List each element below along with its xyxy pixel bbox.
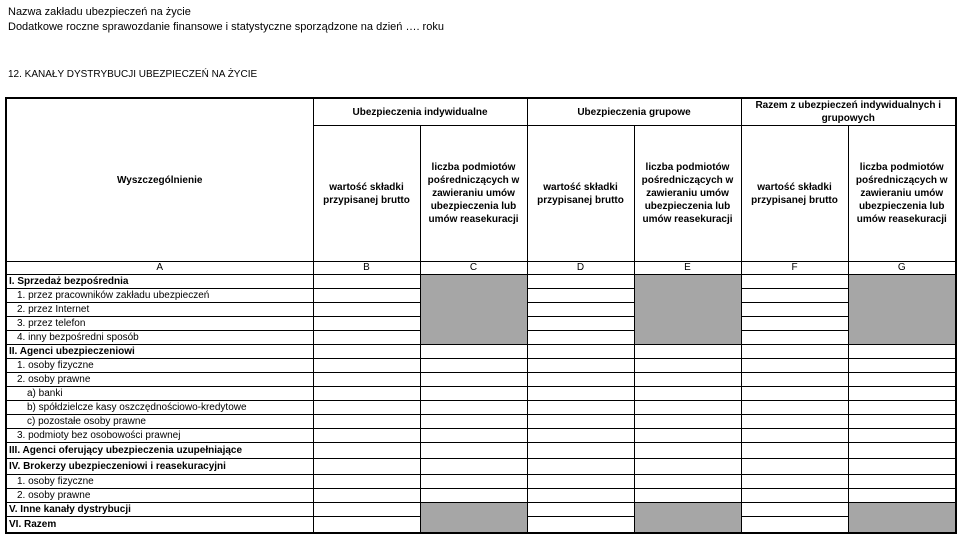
data-cell[interactable] <box>741 415 848 429</box>
column-letter: F <box>741 262 848 275</box>
data-cell[interactable] <box>634 359 741 373</box>
row-label: c) pozostałe osoby prawne <box>6 415 313 429</box>
data-cell[interactable] <box>741 359 848 373</box>
data-cell[interactable] <box>741 289 848 303</box>
data-cell[interactable] <box>527 415 634 429</box>
data-cell[interactable] <box>634 401 741 415</box>
data-cell[interactable] <box>848 443 956 459</box>
row-label: 3. przez telefon <box>6 317 313 331</box>
data-cell[interactable] <box>741 475 848 489</box>
data-cell[interactable] <box>313 475 420 489</box>
data-cell[interactable] <box>634 475 741 489</box>
data-cell[interactable] <box>527 443 634 459</box>
group-header-group: Ubezpieczenia grupowe <box>527 98 741 126</box>
data-cell[interactable] <box>313 373 420 387</box>
data-cell[interactable] <box>420 387 527 401</box>
data-cell[interactable] <box>741 503 848 517</box>
data-cell[interactable] <box>527 517 634 534</box>
subheader-intermediaries-count: liczba podmiotów pośredniczących w zawieraniu umów ubezpieczenia lub umów reasekuracji <box>848 126 956 262</box>
data-cell[interactable] <box>634 415 741 429</box>
data-cell[interactable] <box>420 429 527 443</box>
data-cell[interactable] <box>634 345 741 359</box>
data-cell[interactable] <box>527 289 634 303</box>
table-row <box>6 489 956 503</box>
row-label: 2. osoby prawne <box>6 489 313 503</box>
row-label: 1. osoby fizyczne <box>6 475 313 489</box>
company-name-line: Nazwa zakładu ubezpieczeń na życie <box>8 6 191 18</box>
column-letter: D <box>527 262 634 275</box>
data-cell[interactable] <box>741 517 848 534</box>
data-cell[interactable] <box>420 443 527 459</box>
data-cell[interactable] <box>848 415 956 429</box>
subheader-intermediaries-count: liczba podmiotów pośredniczących w zawieraniu umów ubezpieczenia lub umów reasekuracji <box>634 126 741 262</box>
row-label: 1. przez pracowników zakładu ubezpieczeń <box>6 289 313 303</box>
row-label: b) spółdzielcze kasy oszczędnościowo-kredytowe <box>6 401 313 415</box>
data-cell[interactable] <box>848 387 956 401</box>
data-cell[interactable] <box>741 275 848 289</box>
data-cell[interactable] <box>634 443 741 459</box>
data-cell[interactable] <box>313 489 420 503</box>
data-cell[interactable] <box>741 387 848 401</box>
data-cell[interactable] <box>741 459 848 475</box>
column-letter: B <box>313 262 420 275</box>
data-cell[interactable] <box>527 459 634 475</box>
data-cell[interactable] <box>313 317 420 331</box>
data-cell[interactable] <box>741 303 848 317</box>
table-row <box>6 503 956 517</box>
data-cell[interactable] <box>741 489 848 503</box>
table-row <box>6 415 956 429</box>
shaded-cell <box>420 503 527 534</box>
data-cell[interactable] <box>527 503 634 517</box>
data-cell[interactable] <box>634 489 741 503</box>
data-cell[interactable] <box>634 387 741 401</box>
data-cell[interactable] <box>848 373 956 387</box>
data-cell[interactable] <box>741 317 848 331</box>
row-label: III. Agenci oferujący ubezpieczenia uzupełniające <box>6 443 313 459</box>
data-cell[interactable] <box>420 489 527 503</box>
table-row <box>6 459 956 475</box>
section-title: 12. KANAŁY DYSTRYBUCJI UBEZPIECZEŃ NA ŻYCIE <box>8 69 258 80</box>
data-cell[interactable] <box>313 429 420 443</box>
data-cell[interactable] <box>527 429 634 443</box>
table-row <box>6 443 956 459</box>
data-cell[interactable] <box>313 517 420 534</box>
data-cell[interactable] <box>848 489 956 503</box>
data-cell[interactable] <box>420 475 527 489</box>
data-cell[interactable] <box>741 373 848 387</box>
data-cell[interactable] <box>527 373 634 387</box>
data-cell[interactable] <box>848 475 956 489</box>
data-cell[interactable] <box>848 401 956 415</box>
data-cell[interactable] <box>313 275 420 289</box>
data-cell[interactable] <box>313 331 420 345</box>
data-cell[interactable] <box>848 459 956 475</box>
data-cell[interactable] <box>634 459 741 475</box>
table-row <box>6 475 956 489</box>
data-cell[interactable] <box>313 401 420 415</box>
data-cell[interactable] <box>313 459 420 475</box>
row-label: 1. osoby fizyczne <box>6 359 313 373</box>
data-cell[interactable] <box>527 387 634 401</box>
data-cell[interactable] <box>527 317 634 331</box>
shaded-cell <box>634 503 741 534</box>
group-header-total: Razem z ubezpieczeń indywidualnych i grupowych <box>741 98 956 126</box>
row-label: 2. przez Internet <box>6 303 313 317</box>
data-cell[interactable] <box>313 289 420 303</box>
data-cell[interactable] <box>741 429 848 443</box>
data-cell[interactable] <box>527 345 634 359</box>
subheader-premium-value: wartość składki przypisanej brutto <box>741 126 848 262</box>
data-cell[interactable] <box>741 345 848 359</box>
row-label: a) banki <box>6 387 313 401</box>
row-label: 3. podmioty bez osobowości prawnej <box>6 429 313 443</box>
shaded-cell <box>848 275 956 345</box>
column-letter: G <box>848 262 956 275</box>
data-cell[interactable] <box>313 387 420 401</box>
data-cell[interactable] <box>848 345 956 359</box>
row-label: V. Inne kanały dystrybucji <box>6 503 313 517</box>
data-cell[interactable] <box>420 459 527 475</box>
table-row <box>6 345 956 359</box>
column-letter: A <box>6 262 313 275</box>
table-row <box>6 387 956 401</box>
subheader-premium-value: wartość składki przypisanej brutto <box>313 126 420 262</box>
data-cell[interactable] <box>420 373 527 387</box>
shaded-cell <box>420 275 527 345</box>
shaded-cell <box>848 503 956 534</box>
data-cell[interactable] <box>527 331 634 345</box>
table-row <box>6 373 956 387</box>
table-row <box>6 401 956 415</box>
report-title-line: Dodatkowe roczne sprawozdanie finansowe i statystyczne sporządzone na dzień …. roku <box>8 21 444 33</box>
data-cell[interactable] <box>527 489 634 503</box>
data-cell[interactable] <box>313 443 420 459</box>
data-cell[interactable] <box>420 415 527 429</box>
data-cell[interactable] <box>634 373 741 387</box>
data-cell[interactable] <box>420 401 527 415</box>
row-label: II. Agenci ubezpieczeniowi <box>6 345 313 359</box>
row-label: 4. inny bezpośredni sposób <box>6 331 313 345</box>
row-label: I. Sprzedaż bezpośrednia <box>6 275 313 289</box>
row-label: IV. Brokerzy ubezpieczeniowi i reasekuracyjni <box>6 459 313 475</box>
data-cell[interactable] <box>420 359 527 373</box>
subheader-intermediaries-count: liczba podmiotów pośredniczących w zawieraniu umów ubezpieczenia lub umów reasekuracji <box>420 126 527 262</box>
subheader-premium-value: wartość składki przypisanej brutto <box>527 126 634 262</box>
data-cell[interactable] <box>848 359 956 373</box>
data-cell[interactable] <box>527 275 634 289</box>
data-cell[interactable] <box>527 475 634 489</box>
column-letter: E <box>634 262 741 275</box>
data-cell[interactable] <box>741 401 848 415</box>
data-cell[interactable] <box>527 359 634 373</box>
data-cell[interactable] <box>313 415 420 429</box>
column-header-description: Wyszczególnienie <box>6 98 313 262</box>
data-cell[interactable] <box>527 303 634 317</box>
data-cell[interactable] <box>634 429 741 443</box>
table-row <box>6 429 956 443</box>
group-header-individual: Ubezpieczenia indywidualne <box>313 98 527 126</box>
row-label: VI. Razem <box>6 517 313 534</box>
data-cell[interactable] <box>313 303 420 317</box>
distribution-channels-table <box>5 97 957 534</box>
data-cell[interactable] <box>420 345 527 359</box>
column-letter: C <box>420 262 527 275</box>
table-row <box>6 275 956 289</box>
row-label: 2. osoby prawne <box>6 373 313 387</box>
data-cell[interactable] <box>527 401 634 415</box>
data-cell[interactable] <box>848 429 956 443</box>
data-cell[interactable] <box>313 503 420 517</box>
data-cell[interactable] <box>741 443 848 459</box>
shaded-cell <box>634 275 741 345</box>
data-cell[interactable] <box>313 345 420 359</box>
data-cell[interactable] <box>313 359 420 373</box>
table-row <box>6 359 956 373</box>
data-cell[interactable] <box>741 331 848 345</box>
